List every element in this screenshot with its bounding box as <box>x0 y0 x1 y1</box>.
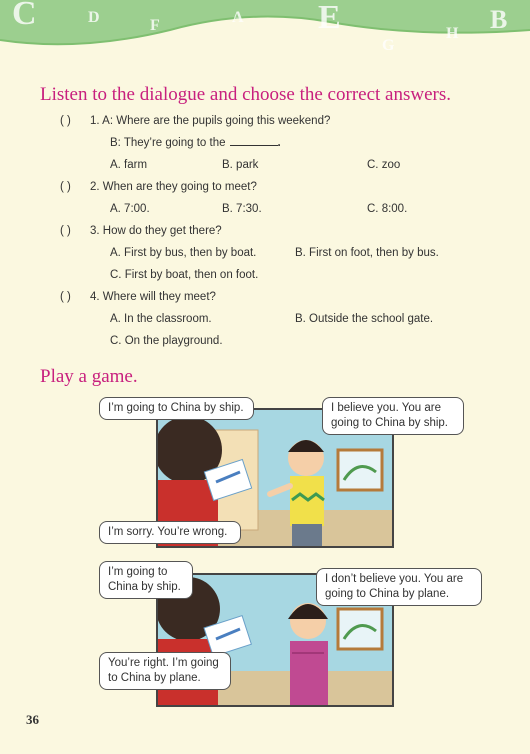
banner-letter: D <box>88 9 100 26</box>
option: C. zoo <box>367 159 401 171</box>
option: A. farm <box>110 159 148 171</box>
question-1: 1. A: Where are the pupils going this weekend? <box>90 115 331 127</box>
option: B. Outside the school gate. <box>295 313 434 325</box>
question-3: 3. How do they get there? <box>90 225 222 237</box>
fill-blank[interactable] <box>230 145 278 146</box>
option: A. In the classroom. <box>110 313 212 325</box>
option: B. 7:30. <box>222 203 262 215</box>
option: C. 8:00. <box>367 203 408 215</box>
option: C. On the playground. <box>110 335 223 347</box>
answer-bracket[interactable]: ( ) <box>60 181 71 193</box>
banner-letter: H <box>446 25 459 42</box>
option: A. First by bus, then by boat. <box>110 247 257 259</box>
question-1-reply-text: B: They’re going to the <box>110 137 226 149</box>
speech-bubble: I’m sorry. You’re wrong. <box>99 521 241 544</box>
banner-letter: E <box>318 0 341 36</box>
page-number: 36 <box>26 712 39 727</box>
banner-letter: C <box>12 0 37 32</box>
section-title-listen: Listen to the dialogue and choose the correct answers. <box>40 84 451 105</box>
blank-period: . <box>277 137 281 149</box>
option: A. 7:00. <box>110 203 150 215</box>
banner-letter: G <box>382 37 395 54</box>
question-4: 4. Where will they meet? <box>90 291 216 303</box>
answer-bracket[interactable]: ( ) <box>60 225 71 237</box>
speech-bubble: I’m going to China by ship. <box>99 561 193 599</box>
speech-bubble: I believe you. You are going to China by ship. <box>322 397 464 435</box>
header-banner <box>0 0 530 62</box>
answer-bracket[interactable]: ( ) <box>60 115 71 127</box>
option: B. park <box>222 159 259 171</box>
banner-letter: B <box>490 5 508 34</box>
answer-bracket[interactable]: ( ) <box>60 291 71 303</box>
speech-bubble: You’re right. I’m going to China by plane. <box>99 652 231 690</box>
speech-bubble: I’m going to China by ship. <box>99 397 254 420</box>
option: C. First by boat, then on foot. <box>110 269 259 281</box>
banner-letter: A <box>232 9 244 26</box>
banner-letter: F <box>150 17 160 34</box>
question-2: 2. When are they going to meet? <box>90 181 257 193</box>
speech-bubble: I don’t believe you. You are going to China by plane. <box>316 568 482 606</box>
option: B. First on foot, then by bus. <box>295 247 439 259</box>
section-title-game: Play a game. <box>40 366 138 387</box>
question-1-reply <box>110 137 281 149</box>
